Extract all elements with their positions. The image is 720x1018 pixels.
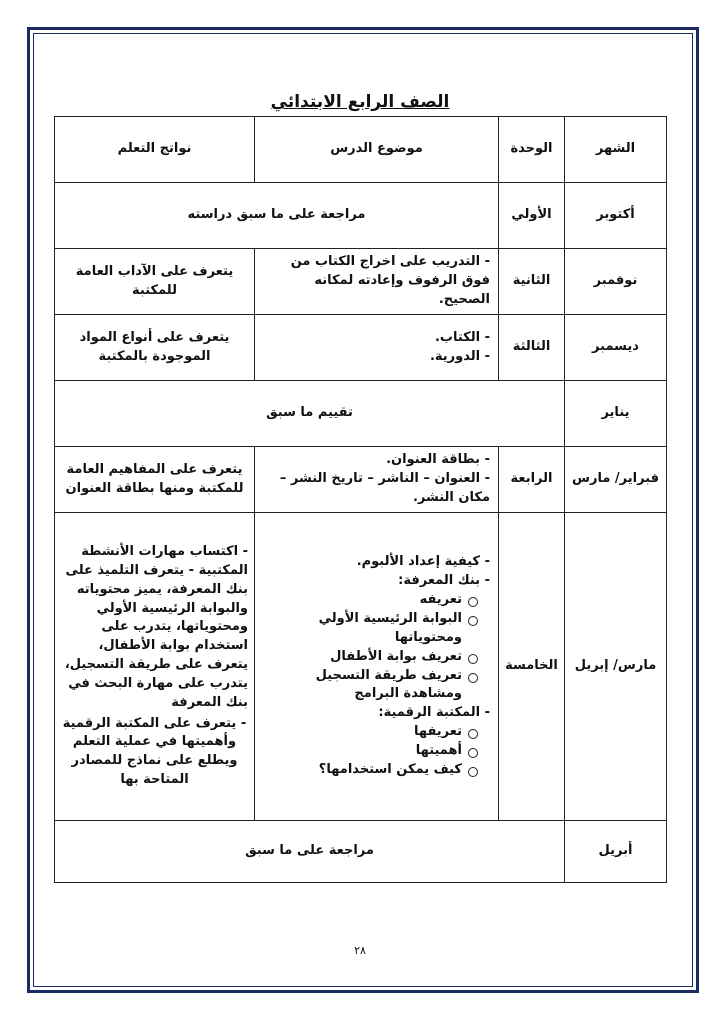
list-item: - بطاقة العنوان. xyxy=(263,451,490,470)
table-row xyxy=(55,183,667,249)
bank-item: تعريفه xyxy=(263,591,476,610)
header-unit: الوحدة xyxy=(499,117,565,183)
list-item: - المكتبة الرقمية: xyxy=(263,704,490,723)
month-cell: ديسمبر xyxy=(565,315,667,381)
list-item: - العنوان – الناشر – تاريخ النشر – مكان النشر. xyxy=(263,470,490,508)
header-month: الشهر xyxy=(565,117,667,183)
page-number: ٢٨ xyxy=(354,944,366,957)
page-title: الصف الرابع الابتدائي xyxy=(270,92,450,112)
month-cell: نوفمبر xyxy=(565,249,667,315)
lesson-cell: مراجعة على ما سبق xyxy=(55,821,565,883)
month-cell: يناير xyxy=(565,381,667,447)
digital-item: كيف يمكن استخدامها؟ xyxy=(263,761,476,780)
lesson-cell xyxy=(255,447,499,513)
bank-item: تعريف طريقة التسجيل ومشاهدة البرامج xyxy=(263,667,476,705)
unit-cell: الخامسة xyxy=(499,513,565,821)
outcome-cell: يتعرف على أنواع المواد الموجودة بالمكتبة xyxy=(55,315,255,381)
lesson-text: التدريب على اخراج الكتاب من فوق الرفوف وإعادته لمكانه الصحيح. xyxy=(290,254,490,307)
list-item: - كيفية إعداد الألبوم. xyxy=(263,553,490,572)
list-item: - بنك المعرفة: xyxy=(263,572,490,591)
table-row xyxy=(55,821,667,883)
digital-item: أهميتها xyxy=(263,742,476,761)
outcome-skills: - اكتساب مهارات الأنشطة المكتبية - يتعرف التلميذ على بنك المعرفة، يميز محتوياته والبوابة الرئيسية الأولي ومحتوياتها، يتدرب على استخدام بوابة الأطفال، يتعرف على طريقة التسجيل، يتدرب على مهارة البحث في بنك المعرفة xyxy=(64,544,248,710)
unit-cell: الرابعة xyxy=(499,447,565,513)
curriculum-table xyxy=(54,116,667,883)
unit-cell: الثانية xyxy=(499,249,565,315)
lesson-cell: تقييم ما سبق xyxy=(55,381,565,447)
unit-cell: الأولي xyxy=(499,183,565,249)
table-row xyxy=(55,513,667,821)
lesson-cell: مراجعة على ما سبق دراسته xyxy=(55,183,499,249)
list-item: - الدورية. xyxy=(263,348,490,367)
month-cell: أبريل xyxy=(565,821,667,883)
outcome-cell: يتعرف على المفاهيم العامة للمكتبة ومنها بطاقة العنوان xyxy=(55,447,255,513)
table-row xyxy=(55,249,667,315)
unit-cell: الثالثة xyxy=(499,315,565,381)
lesson-cell xyxy=(255,513,499,821)
bank-item: تعريف بوابة الأطفال xyxy=(263,648,476,667)
header-lesson: موضوع الدرس xyxy=(255,117,499,183)
table-row xyxy=(55,447,667,513)
lesson-cell: - التدريب على اخراج الكتاب من فوق الرفوف وإعادته لمكانه الصحيح. xyxy=(255,249,499,315)
table-header-row xyxy=(55,117,667,183)
month-cell: أكتوبر xyxy=(565,183,667,249)
month-cell: مارس/ إبريل xyxy=(565,513,667,821)
list-item: - الكتاب. xyxy=(263,329,490,348)
month-cell: فبراير/ مارس xyxy=(565,447,667,513)
table-row xyxy=(55,315,667,381)
lesson-cell xyxy=(255,315,499,381)
digital-item: تعريفها xyxy=(263,723,476,742)
header-outcomes: نواتج التعلم xyxy=(55,117,255,183)
outcome-digital: - يتعرف على المكتبة الرقمية وأهميتها في عملية التعلم ويطلع على نماذج للمصادر المتاحة بها xyxy=(62,715,247,788)
outcome-cell: يتعرف على الآداب العامة للمكتبة xyxy=(55,249,255,315)
outcome-cell xyxy=(55,513,255,821)
table-row xyxy=(55,381,667,447)
bank-item: البوابة الرئيسية الأولي ومحتوياتها xyxy=(263,610,476,648)
